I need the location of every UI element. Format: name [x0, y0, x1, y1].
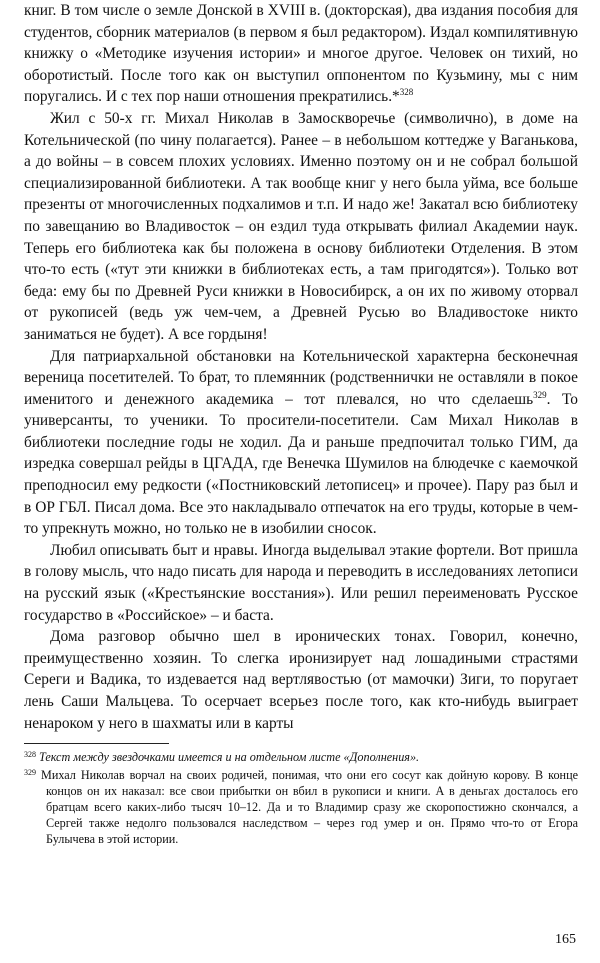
footnote-divider [24, 743, 169, 744]
footnote-329 [24, 768, 578, 848]
footnote-ref-328[interactable]: 328 [399, 87, 414, 98]
paragraph-5 [24, 626, 578, 734]
paragraph-5-text: Дома разговор обычно шел в иронических тонах. Говорил, конечно, преимущественно хозяин. То слегка иронизирует над лошадиными страстями Сереги и Вадика, то издевается над вертлявостью (от мамочки) Зиги, то поругает лень Саши Мальцева. То осерчает всерьез после того, как кто-нибудь выиграет ненароком у него в шахматы или в карты [24, 628, 578, 732]
paragraph-3-text-start: Для патриархальной обстановки на Котельнической характерна бесконечная вереница посетителей. То брат, то племянник (родственнички не оставляли в покое именитого и денежного академика – тот плевался, но что сделаешь [24, 347, 578, 408]
paragraph-1-text: книг. В том числе о земле Донской в XVIII в. (докторская), два издания пособия для студентов, сборник материалов (в первом я был редактором). Издал компилятивную книжку о «Методике изучения истории» и многое другое. Человек он тихий, но оборотистый. После того как он выступил оппонентом по Кузьмину, мы с ним поругались. И с тех пор наши отношения прекратились.* [24, 2, 578, 106]
paragraph-2-text: Жил с 50-х гг. Михал Николав в Замоскворечье (символично), в доме на Котельнической (по чину полагается). Ранее – в небольшом коттедже у Ваганькова, а до войны – в совсем плохих условиях. Именно поэтому он и не собрал большой специализированной библиотеки. А так вообще книг у него была уйма, все больше презенты от многочисленных подхалимов и т.п. И надо же! Закатал всю библиотеку по завещанию во Владивосток – он ездил туда открывать филиал Академии наук. Теперь его библиотека как бы положена в основу библиотеки Отделения. В этом что-то есть («тут эти книжки в библиотеках есть, а там пригодятся»). Только вот беда: ему бы по Древней Руси книжки в Новосибирск, а он их по живому оторвал от рукописей (ведь уж чем-чем, а Древней Русью во Владивостоке никто заниматься не будет). А все гордыня! [24, 109, 578, 343]
paragraph-4 [24, 540, 578, 626]
footnote-328-text: Текст между звездочками имеется и на отдельном листе «Дополнения». [39, 750, 420, 765]
footnote-329-text: Михал Николав ворчал на своих родичей, понимая, что они его сосут как дойную корову. В конце концов он их наказал: все свои прибытки он вбил в рукописи и книги. А в деньгах досталось его братцам всего каких-либо тысяч 10–12. Да и то Владимир сразу же скоропостижно скончался, а Сергей также недолго пользовался наследством – через год умер и он. Прямо что-то от Егора Булычева в этой истории. [40, 768, 579, 846]
footnote-number-328: 328 [24, 750, 36, 760]
paragraph-1 [24, 0, 578, 108]
paragraph-2 [24, 108, 578, 346]
footnote-328 [24, 750, 578, 766]
footnote-ref-329[interactable]: 329 [533, 389, 547, 400]
main-text [24, 0, 578, 734]
paragraph-3 [24, 346, 578, 540]
footnote-number-329: 329 [24, 768, 36, 778]
page-number: 165 [555, 932, 576, 947]
footnotes [24, 750, 578, 847]
paragraph-4-text: Любил описывать быт и нравы. Иногда выделывал этакие фортели. Вот пришла в голову мысль, что надо писать для народа и переводить в исследованиях летописи на русский язык («Крестьянские восстания»). Или решил переименовать Русское государство в «Российское» – и баста. [24, 541, 578, 624]
paragraph-3-text-end: . То универсанты, то ученики. То просители-посетители. Сам Михал Николав в библиотеки последние годы не ходил. Да и раньше предпочитал только ГИМ, да изредка совершал рейды в ЦГАДА, где Венечка Шумилов на блюдечке с каемочкой преподносил ему редкости («Постниковский летописец» и прочее). Пару раз был и в ОР ГБЛ. Писал дома. Все это накладывало отпечаток на его труды, которые в чем-то упрекнуть можно, но только не в изобилии сносок. [24, 390, 578, 538]
